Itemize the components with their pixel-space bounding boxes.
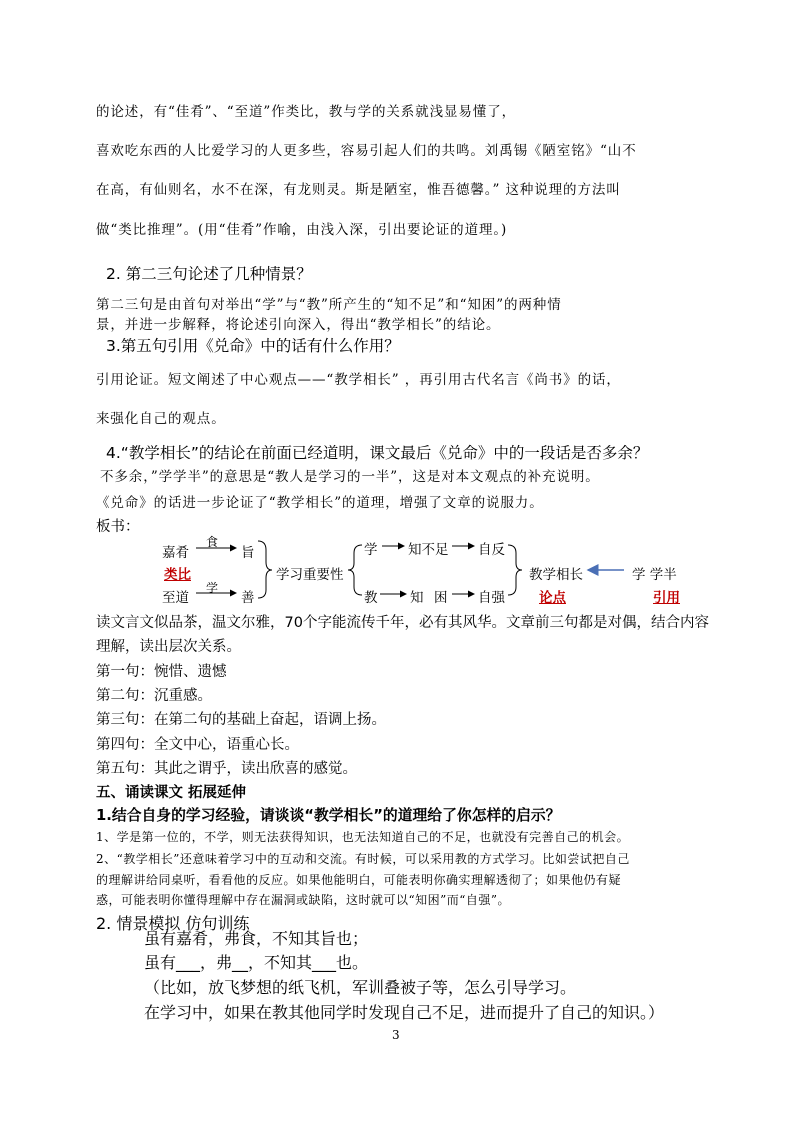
board-label: 板书： bbox=[96, 519, 140, 535]
diagram-leibi: 类比 bbox=[164, 567, 191, 583]
diagram-xue-small: 学 bbox=[206, 581, 219, 595]
answer-line: 第二三句是由首句对举出“学”与“教”所产生的“知不足”和“知困”的两种情 bbox=[96, 297, 562, 313]
exercise-line: 虽有嘉肴，弗食，不知其旨也； bbox=[144, 929, 369, 948]
diagram-xuexi: 学习重要性 bbox=[276, 567, 344, 583]
question-4: 4.“教学相长”的结论在前面已经道明，课文最后《兑命》中的一段话是否多余？ bbox=[106, 444, 649, 462]
diagram-xuexueban: 学 学半 bbox=[632, 567, 677, 583]
paragraph-line: 喜欢吃东西的人比爱学习的人更多些，容易引起人们的共鸣。刘禹锡《陋室铭》“山不 bbox=[96, 143, 637, 159]
question-3: 3.第五句引用《兑命》中的话有什么作用？ bbox=[106, 337, 400, 355]
brace-right bbox=[508, 545, 522, 595]
diagram-zhibuzu: 知不足 bbox=[408, 542, 449, 558]
answer-line: 来强化自己的观点。 bbox=[96, 411, 226, 427]
diagram-zhi: 旨 bbox=[241, 545, 255, 561]
diagram-jiao: 教 bbox=[364, 590, 378, 606]
exercise-line: （比如，放飞梦想的纸飞机，军训叠被子等，怎么引导学习。 bbox=[144, 978, 577, 997]
diagram-zhi2: 知 bbox=[410, 590, 424, 606]
paragraph-line: 在高，有仙则名，水不在深，有龙则灵。斯是陋室，惟吾德馨。” 这种说理的方法叫 bbox=[96, 182, 621, 198]
answer-line: 景，并进一步解释，将论述引向深入，得出“教学相长”的结论。 bbox=[96, 317, 501, 333]
paragraph-line: 2、“教学相长”还意味着学习中的互动和交流。有时候，可以采用教的方式学习。比如尝试把自己 bbox=[96, 852, 630, 866]
sentence-note: 第三句：在第二句的基础上奋起，语调上扬。 bbox=[96, 712, 386, 728]
diagram-lundian: 论点 bbox=[539, 590, 566, 606]
exercise-line: 虽有___，弗__，不知其___也。 bbox=[144, 953, 369, 972]
answer-line: 不多余，”学学半”的意思是“教人是学习的一半”，这是对本文观点的补充说明。 bbox=[100, 469, 600, 485]
paragraph-line: 惑，可能表明你懂得理解中存在漏洞或缺陷，这时就可以“知困”而“自强”。 bbox=[96, 893, 511, 907]
sentence-note: 第一句：惋惜、遗憾 bbox=[96, 664, 227, 680]
exercise-line: 在学习中，如果在教其他同学时发现自己不足，进而提升了自己的知识。） bbox=[144, 1003, 665, 1022]
brace-middle bbox=[348, 545, 362, 595]
diagram-shi: 食 bbox=[206, 535, 219, 549]
diagram-zhidao: 至道 bbox=[162, 590, 189, 606]
diagram-xue: 学 bbox=[364, 542, 378, 558]
answer-line: 《兑命》的话进一步论证了“教学相长”的道理，增强了文章的说服力。 bbox=[96, 495, 544, 511]
paragraph-line: 的论述，有“佳肴”、“至道”作类比，教与学的关系就浅显易懂了， bbox=[96, 104, 517, 120]
answer-line: 引用论证。短文阐述了中心观点——“教学相长” ，再引用古代名言《尚书》的话， bbox=[96, 372, 621, 388]
diagram-yinyong: 引用 bbox=[653, 590, 680, 606]
diagram-kun: 困 bbox=[434, 590, 448, 606]
paragraph-line: 做“类比推理”。(用“佳肴”作喻，由浅入深，引出要论证的道理。) bbox=[96, 222, 508, 238]
diagram-ziqiang: 自强 bbox=[478, 590, 505, 606]
sentence-note: 第二句：沉重感。 bbox=[96, 688, 212, 704]
exercise-heading: 2. 情景模拟 仿句训练 bbox=[96, 914, 250, 933]
paragraph-line: 理解，读出层次关系。 bbox=[96, 639, 241, 655]
brace-left bbox=[258, 541, 272, 598]
diagram-jiayao: 嘉肴 bbox=[162, 545, 189, 561]
paragraph-line: 读文言文似品茶，温文尔雅，70个字能流传千年，必有其风华。文章前三句都是对偶，结合内容 bbox=[96, 615, 709, 631]
sub-heading: 1.结合自身的学习经验，请谈谈“教学相长”的道理给了你怎样的启示？ bbox=[96, 807, 561, 824]
question-2: 2. 第二三句论述了几种情景？ bbox=[106, 265, 312, 283]
sentence-note: 第四句：全文中心，语重心长。 bbox=[96, 737, 299, 753]
section-heading: 五、诵读课文 拓展延伸 bbox=[96, 785, 247, 801]
paragraph-line: 的理解讲给同桌听，看看他的反应。如果他能明白，可能表明你确实理解透彻了；如果他仍有疑 bbox=[96, 873, 622, 887]
paragraph-line: 1、学是第一位的，不学，则无法获得知识，也无法知道自己的不足，也就没有完善自己的机会。 bbox=[96, 830, 630, 844]
diagram-jiaoxue: 教学相长 bbox=[529, 567, 583, 583]
page-number: 3 bbox=[392, 1028, 400, 1042]
sentence-note: 第五句：其此之谓乎，读出欣喜的感觉。 bbox=[96, 761, 357, 777]
diagram-shan: 善 bbox=[241, 590, 255, 606]
diagram-zifan: 自反 bbox=[478, 542, 505, 558]
